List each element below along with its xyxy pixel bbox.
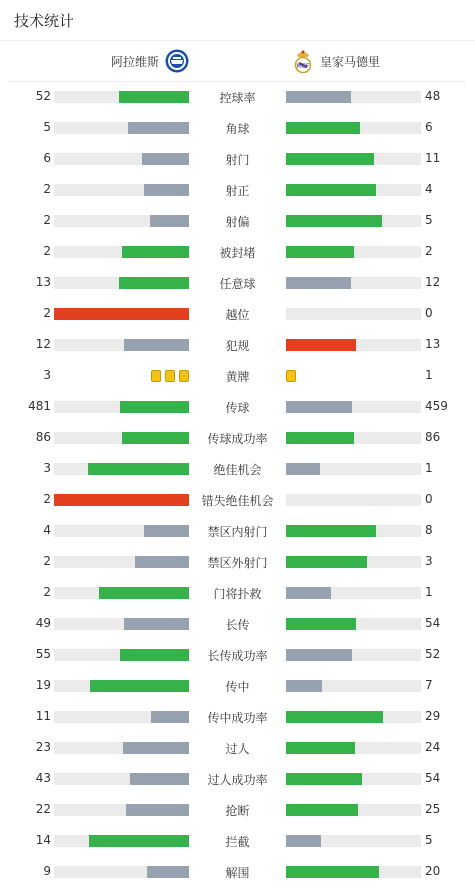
away-bar-track bbox=[286, 773, 421, 785]
away-value: 11 bbox=[425, 151, 441, 165]
home-team[interactable] bbox=[111, 46, 189, 76]
away-value: 1 bbox=[425, 585, 433, 599]
away-bar-fill bbox=[286, 215, 382, 227]
away-bar-fill bbox=[286, 587, 331, 599]
home-value: 2 bbox=[43, 244, 51, 258]
stat-row bbox=[0, 520, 475, 551]
away-bar-fill bbox=[286, 835, 321, 847]
home-bar-fill bbox=[122, 432, 190, 444]
home-bar-fill bbox=[120, 401, 189, 413]
away-bar-fill bbox=[286, 246, 354, 258]
away-bar-fill bbox=[286, 184, 376, 196]
teams-header bbox=[0, 46, 475, 80]
away-bar-fill bbox=[286, 463, 320, 475]
away-value: 1 bbox=[425, 461, 433, 475]
stat-row bbox=[0, 458, 475, 489]
away-bar-fill bbox=[286, 804, 358, 816]
home-value: 2 bbox=[43, 182, 51, 196]
away-value: 7 bbox=[425, 678, 433, 692]
home-yellow-cards bbox=[151, 370, 189, 382]
home-bar-track bbox=[54, 339, 189, 351]
stat-label: 黄牌 bbox=[225, 370, 250, 384]
stat-row bbox=[0, 489, 475, 520]
away-value: 54 bbox=[425, 616, 441, 630]
home-bar-track bbox=[54, 432, 189, 444]
home-value: 86 bbox=[35, 430, 51, 444]
stat-label: 绝佳机会 bbox=[213, 463, 262, 477]
home-value: 9 bbox=[43, 864, 51, 878]
away-bar-fill bbox=[286, 711, 383, 723]
away-value: 0 bbox=[425, 492, 433, 506]
home-bar-fill bbox=[142, 153, 189, 165]
home-bar-track bbox=[54, 773, 189, 785]
stat-row bbox=[0, 706, 475, 737]
home-value: 481 bbox=[28, 399, 51, 413]
stat-row bbox=[0, 179, 475, 210]
away-value: 2 bbox=[425, 244, 433, 258]
stat-label: 传中 bbox=[225, 680, 250, 694]
away-bar-track bbox=[286, 339, 421, 351]
yellow-card-icon bbox=[286, 370, 296, 382]
away-bar-track bbox=[286, 246, 421, 258]
home-bar-fill bbox=[128, 122, 189, 134]
home-bar-fill bbox=[119, 277, 189, 289]
away-bar-fill bbox=[286, 525, 376, 537]
stat-label: 禁区内射门 bbox=[207, 525, 268, 539]
stat-label: 错失绝佳机会 bbox=[201, 494, 274, 508]
stat-label: 任意球 bbox=[219, 277, 256, 291]
away-value: 29 bbox=[425, 709, 441, 723]
home-bar-track bbox=[54, 649, 189, 661]
home-bar-track bbox=[54, 463, 189, 475]
stat-row bbox=[0, 210, 475, 241]
home-value: 2 bbox=[43, 585, 51, 599]
home-value: 2 bbox=[43, 213, 51, 227]
stat-label: 拦截 bbox=[225, 835, 250, 849]
home-bar-track bbox=[54, 91, 189, 103]
stat-label: 禁区外射门 bbox=[207, 556, 268, 570]
away-bar-fill bbox=[286, 91, 351, 103]
yellow-card-icon bbox=[179, 370, 189, 382]
home-bar-track bbox=[54, 618, 189, 630]
home-bar-track bbox=[54, 122, 189, 134]
home-value: 14 bbox=[35, 833, 51, 847]
home-value: 22 bbox=[35, 802, 51, 816]
home-bar-fill bbox=[147, 866, 189, 878]
away-value: 6 bbox=[425, 120, 433, 134]
away-value: 0 bbox=[425, 306, 433, 320]
away-bar-track bbox=[286, 742, 421, 754]
stat-label: 门将扑救 bbox=[213, 587, 262, 601]
away-bar-fill bbox=[286, 277, 351, 289]
home-bar-fill bbox=[130, 773, 189, 785]
home-bar-fill bbox=[122, 246, 190, 258]
home-value: 4 bbox=[43, 523, 51, 537]
home-bar-track bbox=[54, 308, 189, 320]
away-value: 25 bbox=[425, 802, 441, 816]
home-bar-fill bbox=[88, 463, 189, 475]
home-bar-fill bbox=[151, 711, 189, 723]
stat-label: 控球率 bbox=[219, 91, 256, 105]
stat-row bbox=[0, 86, 475, 117]
home-value: 49 bbox=[35, 616, 51, 630]
home-bar-fill bbox=[124, 618, 189, 630]
stat-row bbox=[0, 334, 475, 365]
away-bar-fill bbox=[286, 556, 367, 568]
away-bar-track bbox=[286, 432, 421, 444]
away-value: 13 bbox=[425, 337, 441, 351]
stat-label: 射正 bbox=[225, 184, 250, 198]
stat-row bbox=[0, 799, 475, 830]
home-bar-track bbox=[54, 246, 189, 258]
home-bar-track bbox=[54, 742, 189, 754]
svg-text:MCF: MCF bbox=[296, 63, 310, 70]
home-bar-fill bbox=[90, 680, 189, 692]
away-value: 86 bbox=[425, 430, 441, 444]
away-bar-fill bbox=[286, 649, 352, 661]
stat-row bbox=[0, 427, 475, 458]
stat-row bbox=[0, 768, 475, 799]
away-bar-fill bbox=[286, 153, 374, 165]
home-bar-fill bbox=[89, 835, 189, 847]
home-team-name: 阿拉维斯 bbox=[110, 54, 159, 69]
away-bar-track bbox=[286, 122, 421, 134]
header-divider bbox=[0, 40, 475, 41]
stats-list bbox=[0, 86, 475, 892]
stat-row bbox=[0, 830, 475, 861]
home-bar-fill bbox=[123, 742, 189, 754]
away-bar-track bbox=[286, 525, 421, 537]
stat-row bbox=[0, 396, 475, 427]
away-value: 5 bbox=[425, 213, 433, 227]
away-value: 54 bbox=[425, 771, 441, 785]
away-value: 12 bbox=[425, 275, 441, 289]
away-value: 5 bbox=[425, 833, 433, 847]
home-value: 3 bbox=[43, 461, 51, 475]
away-bar-track bbox=[286, 308, 421, 320]
stat-label: 犯规 bbox=[225, 339, 250, 353]
home-bar-track bbox=[54, 401, 189, 413]
home-bar-fill bbox=[135, 556, 189, 568]
home-bar-track bbox=[54, 711, 189, 723]
away-value: 1 bbox=[425, 368, 433, 382]
home-value: 19 bbox=[35, 678, 51, 692]
stat-label: 射门 bbox=[225, 153, 250, 167]
home-value: 6 bbox=[43, 151, 51, 165]
stat-label: 被封堵 bbox=[219, 246, 256, 260]
away-bar-track bbox=[286, 401, 421, 413]
stat-row bbox=[0, 365, 475, 396]
away-value: 3 bbox=[425, 554, 433, 568]
stat-label: 解围 bbox=[225, 866, 250, 880]
away-value: 459 bbox=[425, 399, 448, 413]
away-bar-track bbox=[286, 804, 421, 816]
teams-divider bbox=[8, 81, 466, 82]
away-bar-fill bbox=[286, 680, 322, 692]
stat-row bbox=[0, 644, 475, 675]
away-value: 20 bbox=[425, 864, 441, 878]
yellow-card-icon bbox=[151, 370, 161, 382]
stat-row bbox=[0, 148, 475, 179]
away-bar-track bbox=[286, 215, 421, 227]
home-value: 5 bbox=[43, 120, 51, 134]
home-bar-track bbox=[54, 494, 189, 506]
away-bar-track bbox=[286, 277, 421, 289]
home-bar-fill bbox=[150, 215, 189, 227]
away-bar-track bbox=[286, 494, 421, 506]
away-team-name: 皇家马德里 bbox=[320, 54, 381, 69]
away-bar-fill bbox=[286, 432, 354, 444]
stat-label: 长传 bbox=[225, 618, 250, 632]
home-bar-track bbox=[54, 184, 189, 196]
stat-label: 长传成功率 bbox=[207, 649, 268, 663]
home-value: 3 bbox=[43, 368, 51, 382]
stat-label: 传中成功率 bbox=[207, 711, 268, 725]
home-bar-fill bbox=[126, 804, 189, 816]
stat-row bbox=[0, 675, 475, 706]
home-bar-fill bbox=[124, 339, 189, 351]
alaves-crest-icon bbox=[165, 49, 189, 73]
home-bar-track bbox=[54, 804, 189, 816]
away-bar-track bbox=[286, 649, 421, 661]
stat-label: 传球 bbox=[225, 401, 250, 415]
away-bar-track bbox=[286, 153, 421, 165]
home-value: 2 bbox=[43, 306, 51, 320]
away-bar-fill bbox=[286, 773, 362, 785]
stat-label: 角球 bbox=[225, 122, 250, 136]
away-value: 52 bbox=[425, 647, 441, 661]
stat-row bbox=[0, 551, 475, 582]
home-value: 52 bbox=[35, 89, 51, 103]
home-bar-fill bbox=[144, 525, 189, 537]
stat-label: 抢断 bbox=[225, 804, 250, 818]
stat-row bbox=[0, 582, 475, 613]
away-bar-fill bbox=[286, 339, 356, 351]
home-value: 11 bbox=[35, 709, 51, 723]
stat-row bbox=[0, 737, 475, 768]
home-value: 13 bbox=[35, 275, 51, 289]
away-bar-track bbox=[286, 680, 421, 692]
away-bar-track bbox=[286, 711, 421, 723]
home-bar-fill bbox=[144, 184, 189, 196]
home-bar-fill bbox=[119, 91, 189, 103]
stat-label: 射偏 bbox=[225, 215, 250, 229]
away-bar-track bbox=[286, 184, 421, 196]
stat-row bbox=[0, 861, 475, 892]
away-yellow-cards bbox=[286, 370, 296, 382]
away-bar-fill bbox=[286, 122, 360, 134]
page-title: 技术统计 bbox=[14, 12, 75, 30]
away-bar-track bbox=[286, 618, 421, 630]
stat-row bbox=[0, 303, 475, 334]
stat-row bbox=[0, 613, 475, 644]
away-value: 4 bbox=[425, 182, 433, 196]
stat-label: 越位 bbox=[225, 308, 250, 322]
home-bar-track bbox=[54, 525, 189, 537]
home-value: 23 bbox=[35, 740, 51, 754]
away-bar-track bbox=[286, 91, 421, 103]
away-value: 48 bbox=[425, 89, 441, 103]
away-team[interactable] bbox=[292, 46, 380, 76]
home-value: 12 bbox=[35, 337, 51, 351]
home-bar-fill bbox=[54, 494, 189, 506]
home-bar-track bbox=[54, 556, 189, 568]
yellow-card-icon bbox=[165, 370, 175, 382]
away-bar-track bbox=[286, 556, 421, 568]
home-bar-track bbox=[54, 866, 189, 878]
home-bar-track bbox=[54, 587, 189, 599]
home-bar-track bbox=[54, 215, 189, 227]
home-bar-fill bbox=[99, 587, 189, 599]
away-bar-fill bbox=[286, 618, 356, 630]
stat-label: 过人成功率 bbox=[207, 773, 268, 787]
home-bar-fill bbox=[54, 308, 189, 320]
away-bar-track bbox=[286, 835, 421, 847]
away-bar-track bbox=[286, 463, 421, 475]
stat-row bbox=[0, 272, 475, 303]
home-bar-track bbox=[54, 153, 189, 165]
away-bar-track bbox=[286, 866, 421, 878]
away-value: 8 bbox=[425, 523, 433, 537]
away-bar-track bbox=[286, 587, 421, 599]
stat-row bbox=[0, 117, 475, 148]
home-bar-fill bbox=[120, 649, 189, 661]
home-value: 2 bbox=[43, 554, 51, 568]
home-bar-track bbox=[54, 277, 189, 289]
home-value: 55 bbox=[35, 647, 51, 661]
home-value: 43 bbox=[35, 771, 51, 785]
away-bar-fill bbox=[286, 742, 355, 754]
stat-row bbox=[0, 241, 475, 272]
stat-label: 过人 bbox=[225, 742, 250, 756]
real-madrid-crest-icon bbox=[292, 48, 314, 74]
home-bar-track bbox=[54, 835, 189, 847]
home-value: 2 bbox=[43, 492, 51, 506]
away-bar-fill bbox=[286, 866, 379, 878]
away-bar-fill bbox=[286, 401, 352, 413]
home-bar-track bbox=[54, 680, 189, 692]
away-value: 24 bbox=[425, 740, 441, 754]
stat-label: 传球成功率 bbox=[207, 432, 268, 446]
